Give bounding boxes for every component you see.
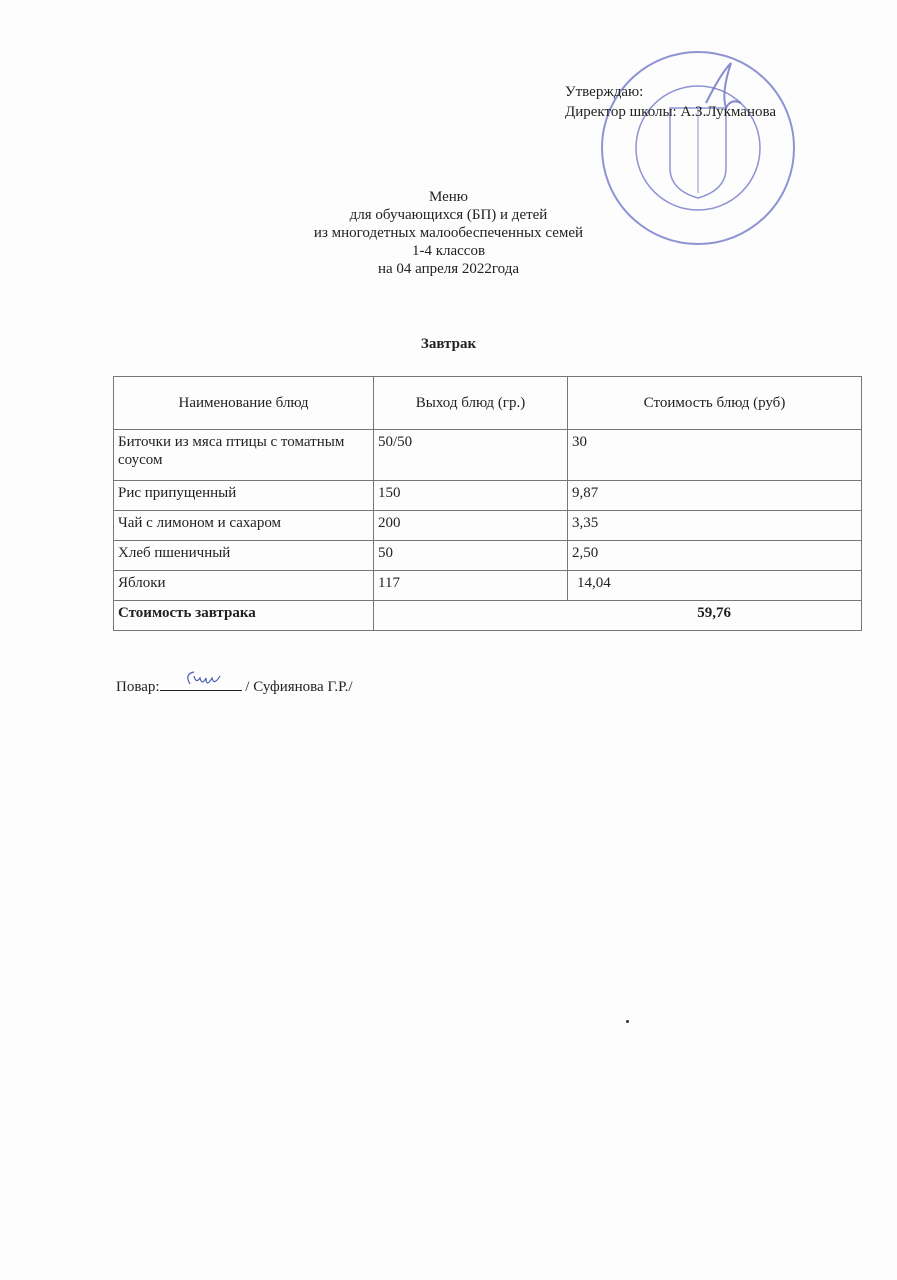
title-date: на 04 апреля 2022года xyxy=(377,261,520,277)
dish-name: Хлеб пшеничный xyxy=(114,541,374,571)
title-line: для обучающихся (БП) и детей xyxy=(349,207,548,223)
total-value: 59,76 xyxy=(374,601,862,631)
dish-weight: 200 xyxy=(374,511,568,541)
dish-weight: 150 xyxy=(374,481,568,511)
dish-cost: 30 xyxy=(568,430,862,481)
title-line: 1-4 классов xyxy=(411,243,486,259)
total-row xyxy=(114,601,862,631)
menu-table xyxy=(113,376,862,631)
column-header: Стоимость блюд (руб) xyxy=(568,377,862,430)
handwritten-signature xyxy=(160,676,242,691)
dish-cost: 2,50 xyxy=(568,541,862,571)
dish-name: Яблоки xyxy=(114,571,374,601)
column-header: Наименование блюд xyxy=(114,377,374,430)
dish-weight: 50 xyxy=(374,541,568,571)
table-row xyxy=(114,511,862,541)
dish-weight: 50/50 xyxy=(374,430,568,481)
table-row xyxy=(114,541,862,571)
table-header-row xyxy=(114,377,862,430)
dish-cost: 9,87 xyxy=(568,481,862,511)
director-line: Директор школы: А.З.Лукманова xyxy=(565,104,777,120)
table-row xyxy=(114,481,862,511)
approval-label: Утверждаю: xyxy=(565,84,644,100)
approval-block xyxy=(565,82,776,122)
scan-speck xyxy=(626,1020,629,1023)
cook-name: / Суфиянова Г.Р./ xyxy=(245,679,353,695)
table-row xyxy=(114,430,862,481)
dish-cost: 3,35 xyxy=(568,511,862,541)
dish-cost: 14,04 xyxy=(568,571,862,601)
total-label: Стоимость завтрака xyxy=(114,601,374,631)
dish-name: Рис припущенный xyxy=(114,481,374,511)
column-header: Выход блюд (гр.) xyxy=(374,377,568,430)
dish-weight: 117 xyxy=(374,571,568,601)
dish-name: Биточки из мяса птицы с томатным соусом xyxy=(114,430,374,481)
table-row xyxy=(114,571,862,601)
title-line: Меню xyxy=(428,189,469,205)
menu-title xyxy=(0,188,897,278)
title-line: из многодетных малообеспеченных семей xyxy=(313,225,584,241)
cook-label: Повар: xyxy=(116,679,160,695)
dish-name: Чай с лимоном и сахаром xyxy=(114,511,374,541)
section-heading: Завтрак xyxy=(420,336,477,352)
cook-signature-line xyxy=(116,676,353,696)
